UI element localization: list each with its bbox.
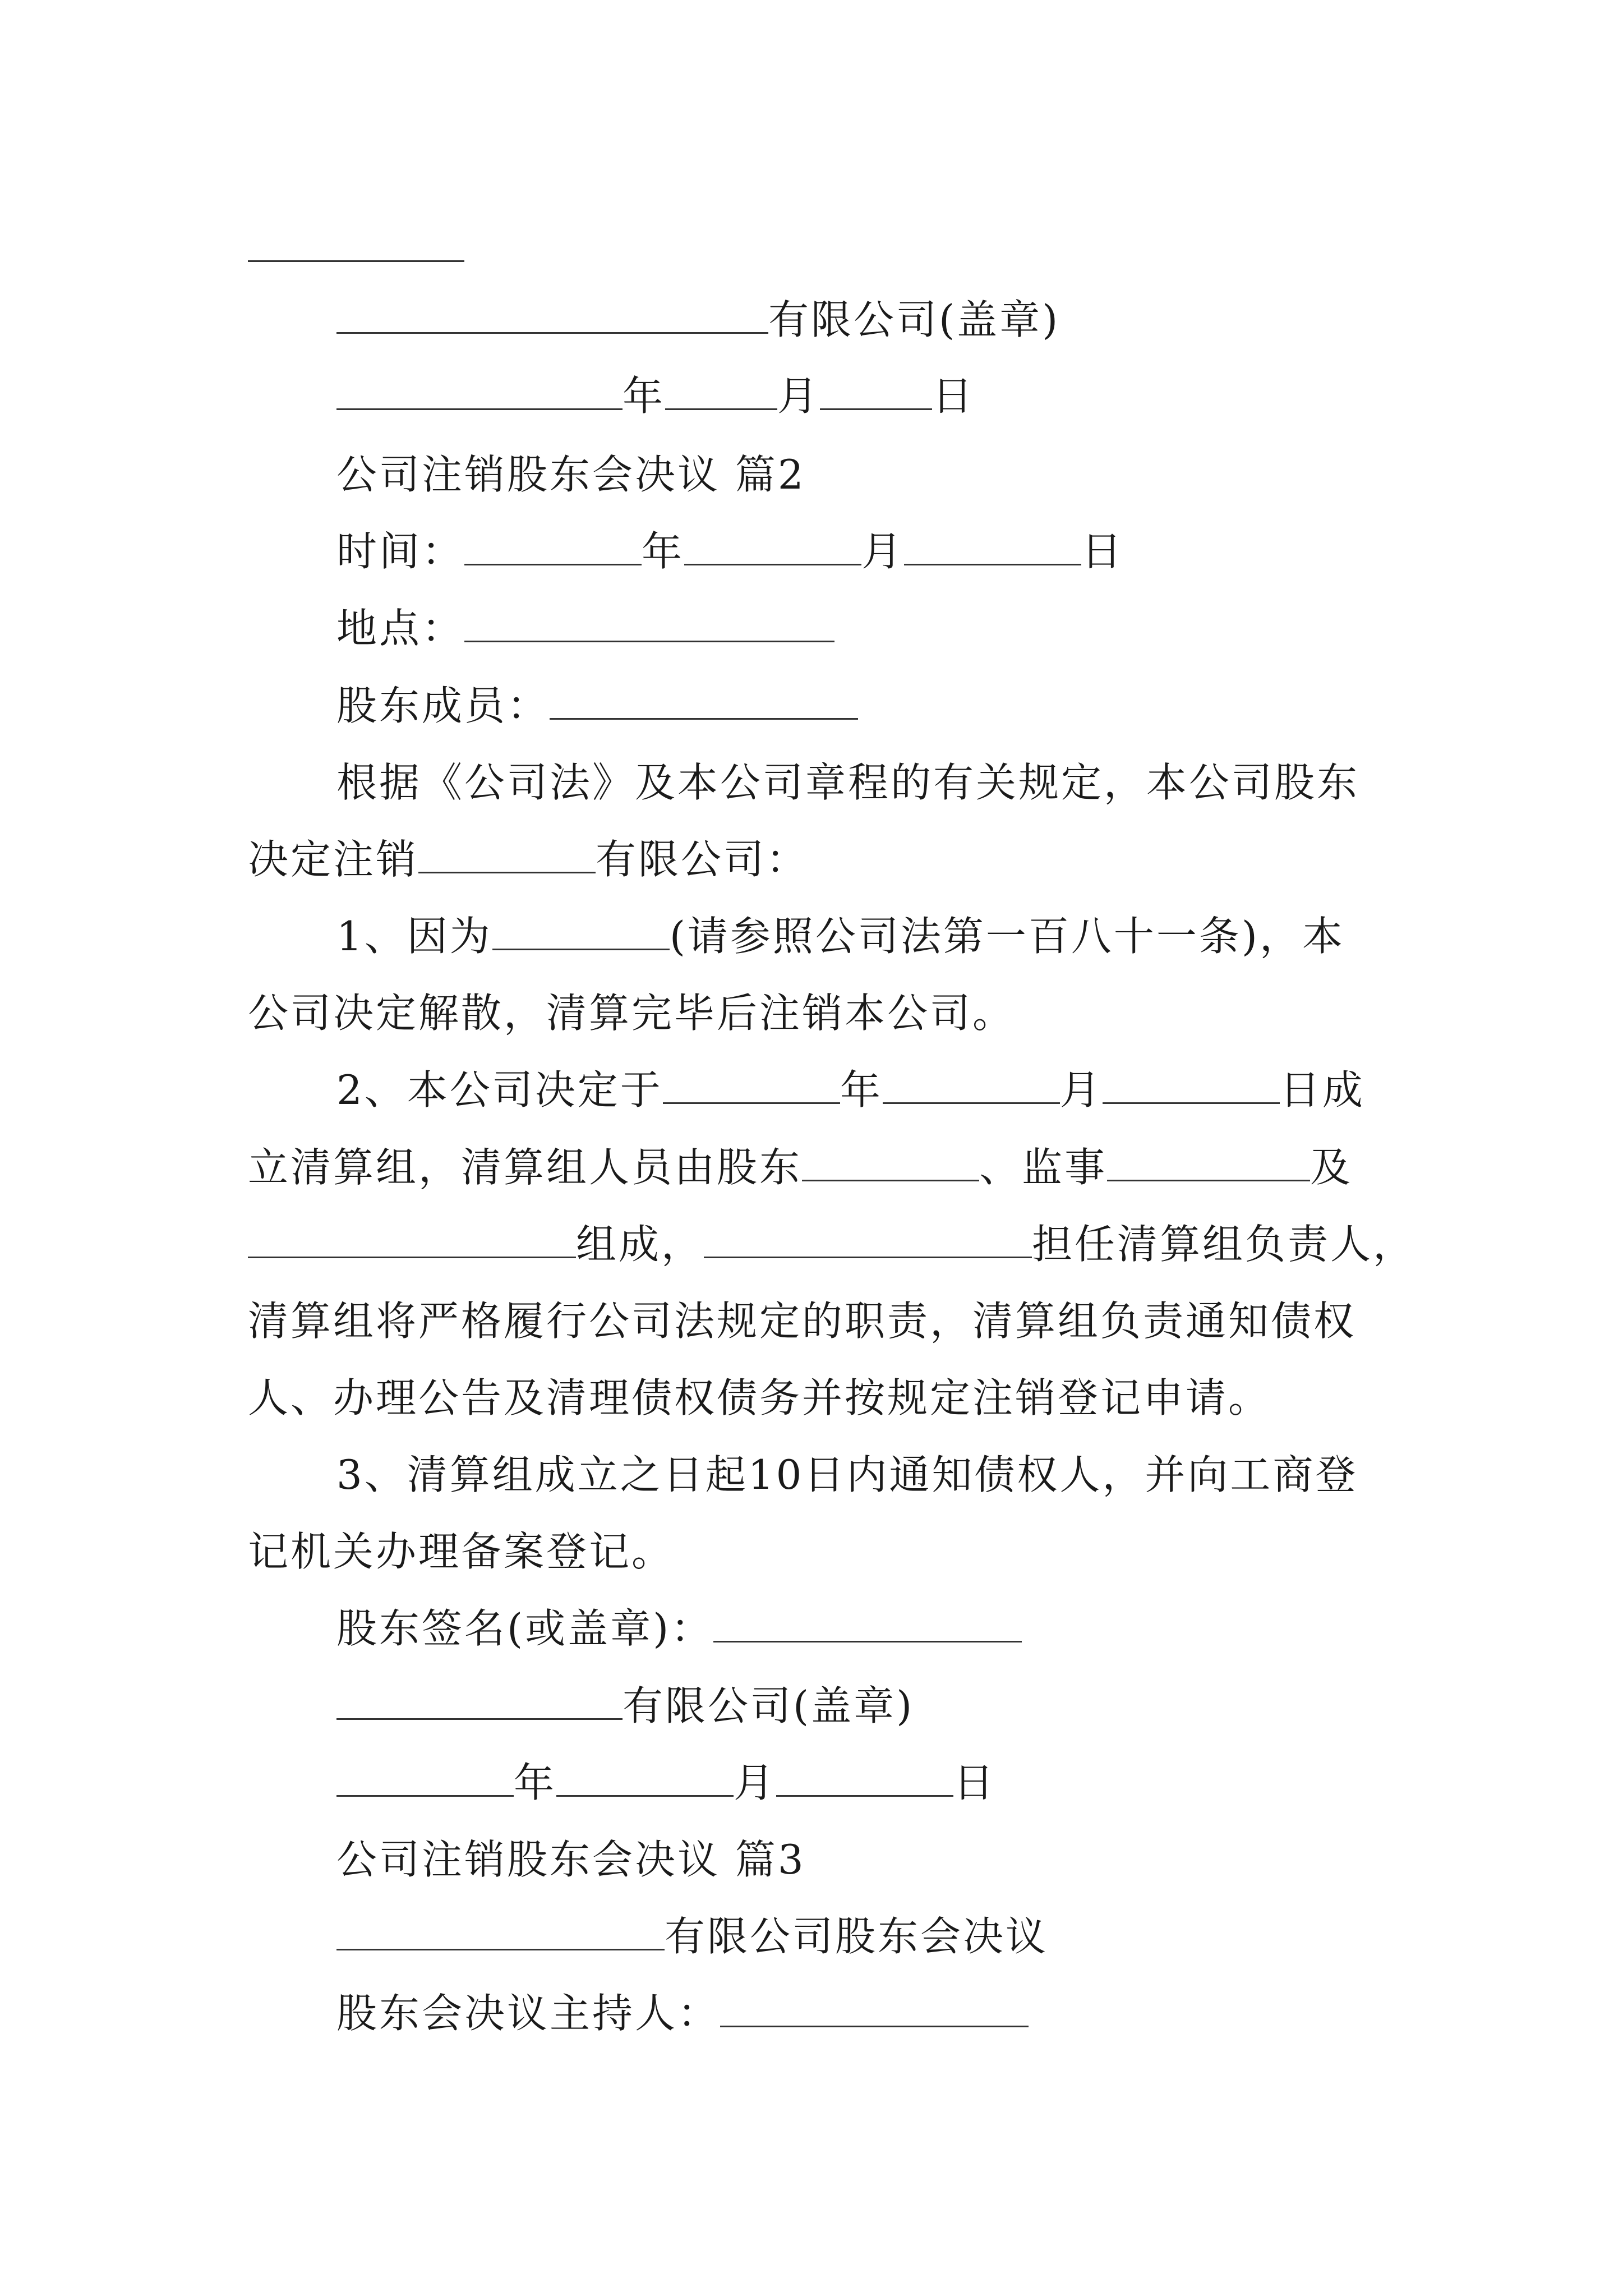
resolution-title-text: 有限公司股东会决议: [665, 1913, 1049, 1960]
company-name-blank[interactable]: [336, 293, 768, 334]
item-2-month-blank[interactable]: [883, 1063, 1060, 1104]
year-label: 年: [623, 372, 666, 420]
section-heading-2: 公司注销股东会决议 篇2: [336, 451, 806, 498]
item-2-line-1: [336, 1063, 1391, 1117]
time-month-blank[interactable]: [684, 524, 861, 565]
shareholders-line: [336, 679, 1391, 733]
item-2-leader-text: 担任清算组负责人，: [1032, 1221, 1416, 1268]
location-label: 地点：: [336, 605, 465, 652]
host-label: 股东会决议主持人：: [336, 1990, 721, 2037]
item-2-line-3: [248, 1217, 1416, 1271]
item-2-year-blank[interactable]: [663, 1063, 840, 1104]
shareholders-blank[interactable]: [550, 679, 858, 720]
date-line-1: [336, 369, 1391, 423]
item-1-line-2: 公司决定解散，清算完毕后注销本公司。: [248, 990, 1016, 1037]
company-name-blank-2[interactable]: [336, 1679, 623, 1720]
company-seal-line-2: [336, 1679, 1391, 1733]
day-label-2: 日: [953, 1759, 997, 1806]
top-rule: [248, 260, 464, 262]
item-1-line-1: [336, 909, 1391, 963]
year-blank[interactable]: [336, 369, 623, 410]
item-1-suffix: (请参照公司法第一百八十一条)，本: [669, 913, 1345, 960]
host-blank[interactable]: [720, 1986, 1029, 2027]
item-2-line-5: 人、办理公告及清理债权债务并按规定注销登记申请。: [248, 1374, 1271, 1421]
company-seal-text-2: 有限公司(盖章): [623, 1682, 915, 1729]
item-3-line-2: 记机关办理备案登记。: [248, 1528, 675, 1575]
resolution-company-blank[interactable]: [336, 1910, 665, 1950]
time-line: [336, 524, 1391, 578]
item-2-line-2: [248, 1140, 1392, 1194]
time-month-label: 月: [861, 528, 905, 575]
item-1-prefix: 1、因为: [336, 913, 492, 960]
item-2-line-4: 清算组将严格履行公司法规定的职责，清算组负责通知债权: [248, 1297, 1357, 1345]
item-2-compose-text: 组成，: [576, 1221, 704, 1268]
day-blank[interactable]: [820, 369, 932, 410]
host-line: [336, 1986, 1391, 2040]
item-2-other-member-blank[interactable]: [248, 1217, 576, 1258]
item-1-reason-blank[interactable]: [492, 909, 670, 950]
item-2-members-text: 立清算组，清算组人员由股东: [248, 1144, 803, 1191]
paragraph-intro-line-1: 根据《公司法》及本公司章程的有关规定，本公司股东: [336, 759, 1360, 806]
deregister-company-suffix: 有限公司：: [596, 836, 809, 883]
location-line: [336, 601, 1391, 655]
item-2-supervisor-text: 、监事: [979, 1144, 1108, 1191]
month-label: 月: [777, 372, 820, 420]
year-label-2: 年: [514, 1759, 557, 1806]
deregister-text: 决定注销: [248, 836, 419, 883]
month-blank[interactable]: [665, 369, 777, 410]
time-day-blank[interactable]: [904, 524, 1081, 565]
day-blank-2[interactable]: [776, 1756, 953, 1797]
shareholder-signature-label: 股东签名(或盖章)：: [336, 1605, 714, 1652]
time-year-blank[interactable]: [464, 524, 642, 565]
year-blank-2[interactable]: [336, 1756, 514, 1797]
item-2-day-blank[interactable]: [1103, 1063, 1280, 1104]
resolution-title-line: [336, 1910, 1391, 1963]
shareholder-signature-line: [336, 1602, 1391, 1655]
company-seal-text: 有限公司(盖章): [768, 296, 1061, 343]
time-label: 时间：: [336, 528, 465, 575]
item-2-leader-blank[interactable]: [704, 1217, 1032, 1258]
time-year-label: 年: [642, 528, 685, 575]
item-2-year-label: 年: [840, 1066, 883, 1114]
item-2-shareholder-blank[interactable]: [802, 1140, 979, 1181]
item-3-line-1: 3、清算组成立之日起10日内通知债权人，并向工商登: [336, 1451, 1358, 1498]
shareholders-label: 股东成员：: [336, 682, 550, 729]
day-label: 日: [932, 372, 975, 420]
item-2-prefix: 2、本公司决定于: [336, 1066, 663, 1114]
deregister-company-blank[interactable]: [418, 832, 596, 873]
location-blank[interactable]: [464, 601, 834, 642]
item-2-supervisor-blank[interactable]: [1107, 1140, 1310, 1181]
shareholder-signature-blank[interactable]: [713, 1602, 1022, 1642]
company-seal-line: [336, 293, 1391, 347]
month-label-2: 月: [734, 1759, 777, 1806]
date-line-2: [336, 1756, 1391, 1810]
time-day-label: 日: [1081, 528, 1124, 575]
paragraph-intro-line-2: [248, 832, 1392, 886]
section-heading-3: 公司注销股东会决议 篇3: [336, 1836, 806, 1883]
month-blank-2[interactable]: [556, 1756, 734, 1797]
item-2-month-label: 月: [1059, 1066, 1103, 1114]
item-2-day-suffix: 日成: [1279, 1066, 1365, 1114]
item-2-and-text: 及: [1310, 1144, 1353, 1191]
